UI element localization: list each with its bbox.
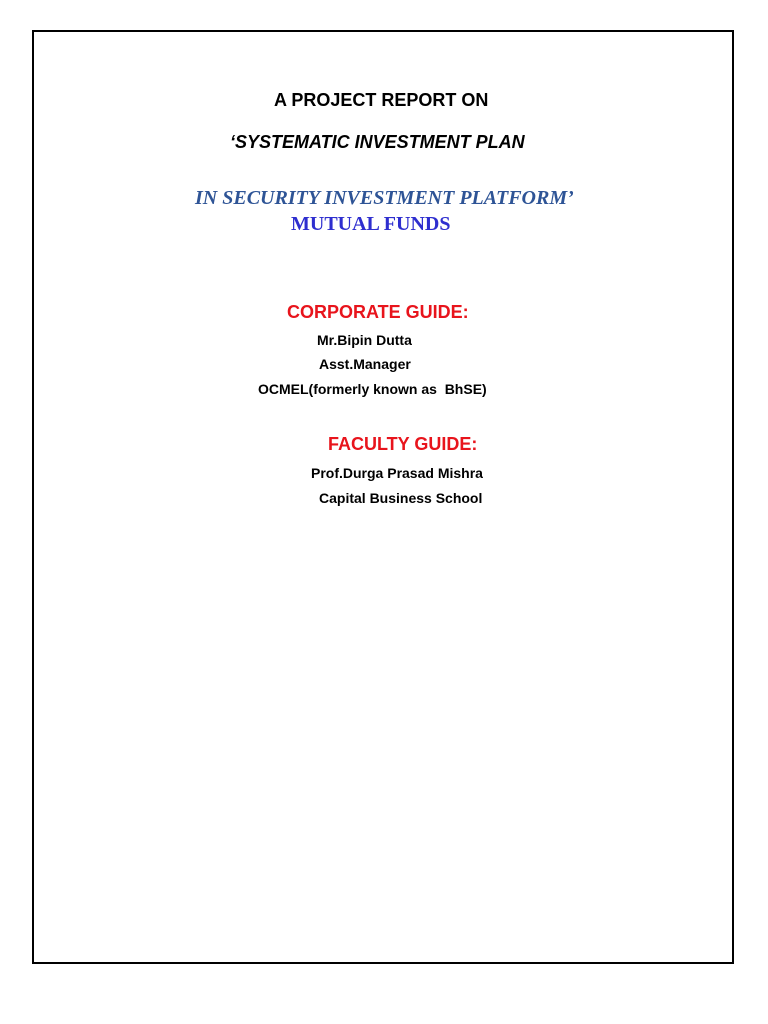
corporate-guide-designation: Asst.Manager bbox=[319, 356, 411, 372]
faculty-guide-heading: FACULTY GUIDE: bbox=[328, 434, 478, 454]
corporate-guide-organization: OCMEL(formerly known as BhSE) bbox=[258, 381, 487, 397]
faculty-guide-institution: Capital Business School bbox=[319, 490, 483, 506]
report-subtitle: ‘SYSTEMATIC INVESTMENT PLAN bbox=[230, 132, 525, 152]
platform-line: IN SECURITY INVESTMENT PLATFORM’ bbox=[195, 187, 574, 209]
mutual-funds-line: MUTUAL FUNDS bbox=[291, 213, 451, 235]
corporate-guide-name: Mr.Bipin Dutta bbox=[317, 332, 412, 348]
report-title: A PROJECT REPORT ON bbox=[274, 90, 489, 110]
faculty-guide-name: Prof.Durga Prasad Mishra bbox=[311, 465, 483, 481]
corporate-guide-heading: CORPORATE GUIDE: bbox=[287, 302, 469, 322]
